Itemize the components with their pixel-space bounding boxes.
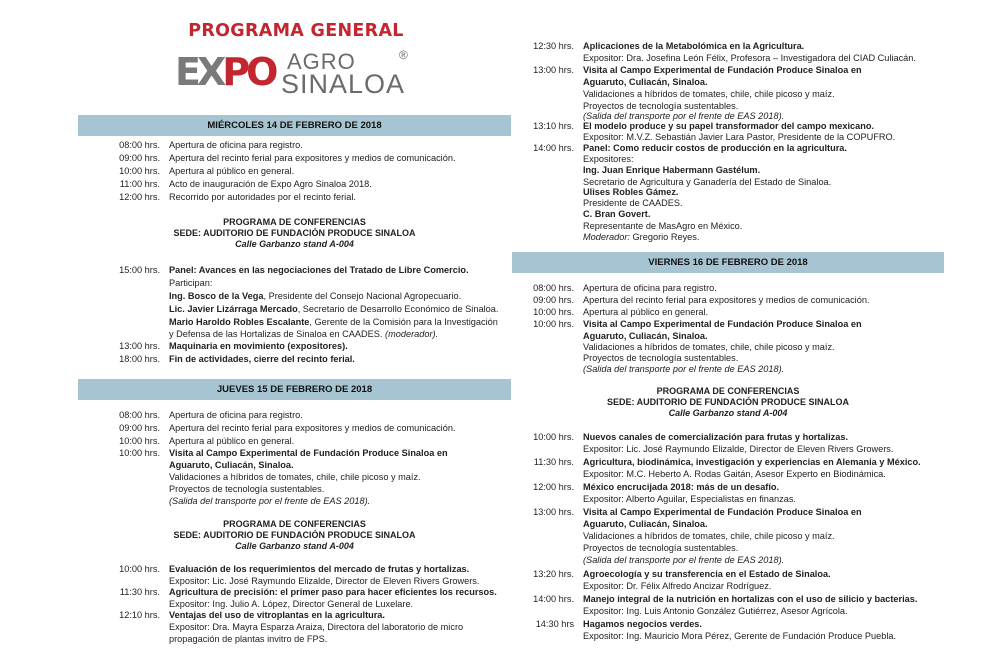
expo-agro-sinaloa-logo xyxy=(175,48,415,103)
page-title: PROGRAMA GENERAL xyxy=(188,21,404,41)
conference-program-heading: PROGRAMA DE CONFERENCIAS SEDE: AUDITORIO DE FUNDACIÓN PRODUCE SINALOA Calle Garbanzo stand A-004 xyxy=(173,217,416,249)
logo-agro-text: AGRO xyxy=(287,49,356,74)
day-header-wednesday: MIÉRCOLES 14 DE FEBRERO DE 2018 xyxy=(78,115,511,136)
conference-program-heading: PROGRAMA DE CONFERENCIAS SEDE: AUDITORIO DE FUNDACIÓN PRODUCE SINALOA Calle Garbanzo stand A-004 xyxy=(606,386,849,418)
logo-sinaloa-text: SINALOA xyxy=(281,69,406,99)
day-header-thursday: JUEVES 15 DE FEBRERO DE 2018 xyxy=(78,379,511,400)
logo-expo-mark: EXPO xyxy=(175,50,275,94)
conference-program-heading: PROGRAMA DE CONFERENCIAS SEDE: AUDITORIO DE FUNDACIÓN PRODUCE SINALOA Calle Garbanzo stand A-004 xyxy=(173,519,416,551)
registered-mark-icon: ® xyxy=(399,48,408,62)
day-header-friday: VIERNES 16 DE FEBRERO DE 2018 xyxy=(512,252,944,273)
